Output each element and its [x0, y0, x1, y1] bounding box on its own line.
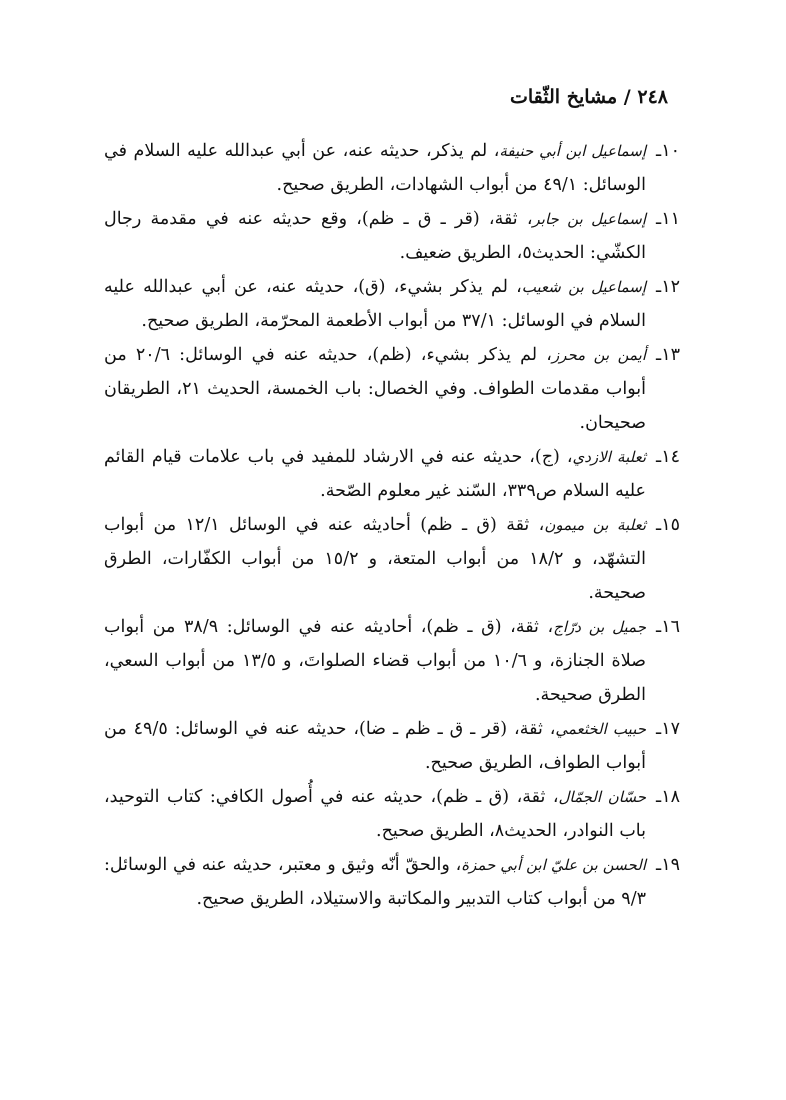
narrator-name: أيمن بن محرز [551, 346, 647, 364]
entry-number: ١٩ـ [656, 855, 680, 875]
entry-number: ١٧ـ [656, 719, 680, 739]
narrator-name: ثعلبة الازدي [572, 448, 647, 466]
entry-10 [104, 134, 680, 202]
entry-number: ١٥ـ [656, 515, 680, 535]
narrator-name: حسّان الجمّال [558, 788, 646, 806]
entry-number: ١١ـ [656, 209, 680, 229]
entry-number: ١٣ـ [656, 345, 680, 365]
entry-text: ، ثقة، (ق ـ ظم)، حديثه عنه في أُصول الكافي: كتاب التوحيد، باب النوادر، الحديث٨، الطريق صحيح. [104, 787, 646, 841]
entry-text: ، ثقة، (قر ـ ق ـ ظم)، وقع حديثه عنه في مقدمة رجال الكشّي: الحديث٥، الطريق ضعيف. [104, 209, 646, 263]
narrator-name: جميل بن درّاج [553, 618, 647, 636]
entry-text: ، لم يذكر بشيء، (ظم)، حديثه عنه في الوسائل: ٢٠/٦ من أبواب مقدمات الطواف. وفي الخصال: باب الخمسة، الحديث ٢١، الطريقان صحيحان. [104, 345, 647, 433]
narrator-name: إسماعيل ابن أبي حنيفة [499, 142, 647, 160]
entry-11 [104, 202, 680, 270]
entry-18 [104, 780, 680, 848]
narrator-name: ثعلبة بن ميمون [544, 516, 646, 534]
entries-list [104, 134, 680, 916]
entry-number: ١٤ـ [656, 447, 680, 467]
header-title: مشايخ الثّقات [510, 86, 618, 108]
entry-16 [104, 610, 680, 712]
entry-number: ١٢ـ [656, 277, 680, 297]
narrator-name: إسماعيل بن شعيب [521, 278, 646, 296]
narrator-name: الحسن بن عليّ ابن أبي حمزة [461, 856, 646, 874]
entry-text: ، ثقة، (قر ـ ق ـ ظم ـ ضا)، حديثه عنه في الوسائل: ٤٩/٥ من أبواب الطواف، الطريق صحيح. [104, 719, 646, 773]
entry-text: ، ثقة (ق ـ ظم) أحاديثه عنه في الوسائل ١٢/١ من أبواب التشهّد، و ١٨/٢ من أبواب المتعة، و ١٥/٢ من أبواب الكفّارات، الطرق صحيحة. [104, 515, 646, 603]
header-separator: / [623, 86, 631, 108]
entry-12 [104, 270, 680, 338]
running-header [118, 86, 668, 108]
entry-text: ، ثقة، (ق ـ ظم)، أحاديثه عنه في الوسائل: ٣٨/٩ من أبواب صلاة الجنازة، و ١٠/٦ من أبواب قضاء الصلواتَ، و ١٣/٥ من أبواب السعي، الطرق صحيحة. [104, 617, 646, 705]
entry-number: ١٠ـ [656, 141, 680, 161]
entry-19 [104, 848, 680, 916]
entry-15 [104, 508, 680, 610]
narrator-name: حبيب الخثعمي [555, 720, 646, 738]
entry-text: ، (ج)، حديثه عنه في الارشاد للمفيد في باب علامات قيام القائم عليه السلام ص٣٣٩، السّند غير معلوم الصّحة. [104, 447, 646, 501]
entry-number: ١٦ـ [656, 617, 680, 637]
entry-14 [104, 440, 680, 508]
narrator-name: إسماعيل بن جابر [532, 210, 646, 228]
entry-13 [104, 338, 680, 440]
entry-text: ، لم يذكر، حديثه عنه، عن أبي عبدالله عليه السلام في الوسائل: ٤٩/١ من أبواب الشهادات، الطريق صحيح. [104, 141, 646, 195]
entry-number: ١٨ـ [656, 787, 680, 807]
entry-text: ، لم يذكر بشيء، (ق)، حديثه عنه، عن أبي عبدالله عليه السلام في الوسائل: ٣٧/١ من أبواب الأطعمة المحرّمة، الطريق صحيح. [104, 277, 646, 331]
entry-17 [104, 712, 680, 780]
page-number: ٢٤٨ [637, 86, 668, 108]
entry-text: ، والحقّ أنّه وثيق و معتبر، حديثه عنه في الوسائل: ٩/٣ من أبواب كتاب التدبير والمكاتبة والاستيلاد، الطريق صحيح. [104, 855, 646, 909]
